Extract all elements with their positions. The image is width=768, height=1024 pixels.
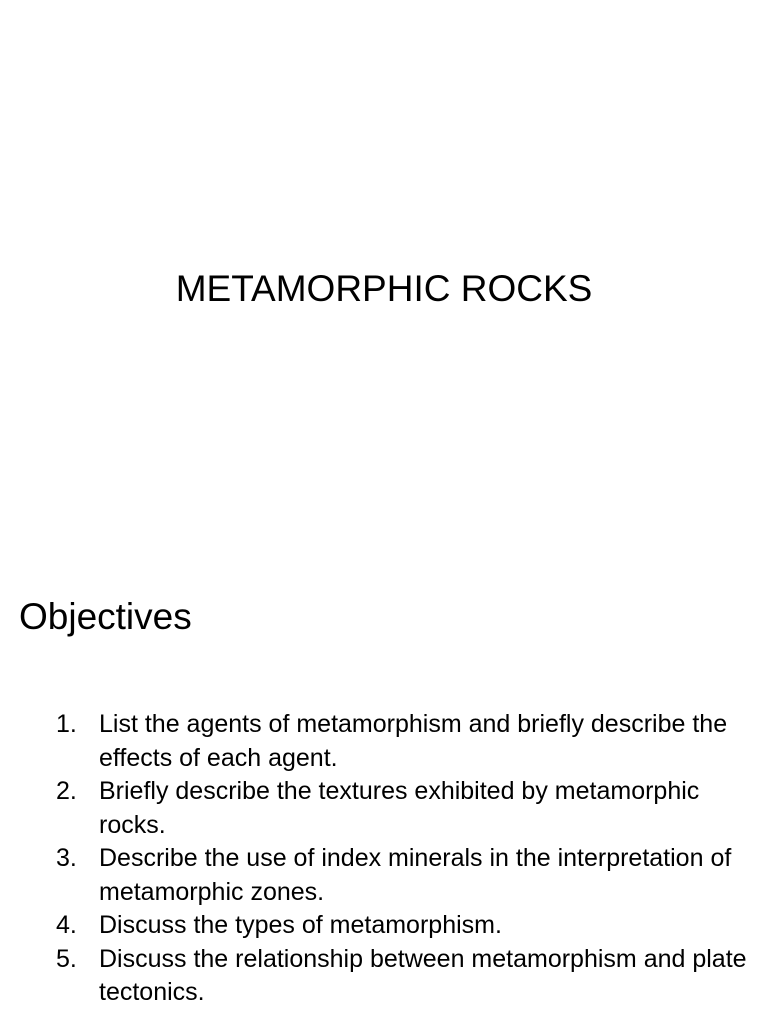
list-item-number: 4. — [56, 911, 77, 939]
list-item-text: Describe the use of index minerals in the interpretation of metamorphic zones. — [99, 844, 732, 906]
list-item-number: 3. — [56, 844, 77, 872]
list-item — [56, 943, 756, 1010]
list-item — [56, 909, 756, 943]
objectives-slide — [0, 576, 768, 1024]
list-item-text: Discuss the types of metamorphism. — [99, 911, 502, 939]
list-item-text: Briefly describe the textures exhibited by metamorphic rocks. — [99, 777, 700, 839]
objectives-list — [56, 708, 756, 1010]
list-item-number: 1. — [56, 710, 77, 738]
list-item — [56, 775, 756, 842]
list-item-text: Discuss the relationship between metamorphism and plate tectonics. — [99, 944, 747, 1006]
list-item — [56, 708, 756, 775]
slide-title: METAMORPHIC ROCKS — [175, 268, 593, 309]
list-item-number: 5. — [56, 944, 77, 973]
objectives-heading: Objectives — [19, 596, 192, 637]
list-item-text: List the agents of metamorphism and briefly describe the effects of each agent. — [99, 710, 728, 772]
list-item — [56, 842, 756, 909]
list-item-number: 2. — [56, 777, 77, 805]
